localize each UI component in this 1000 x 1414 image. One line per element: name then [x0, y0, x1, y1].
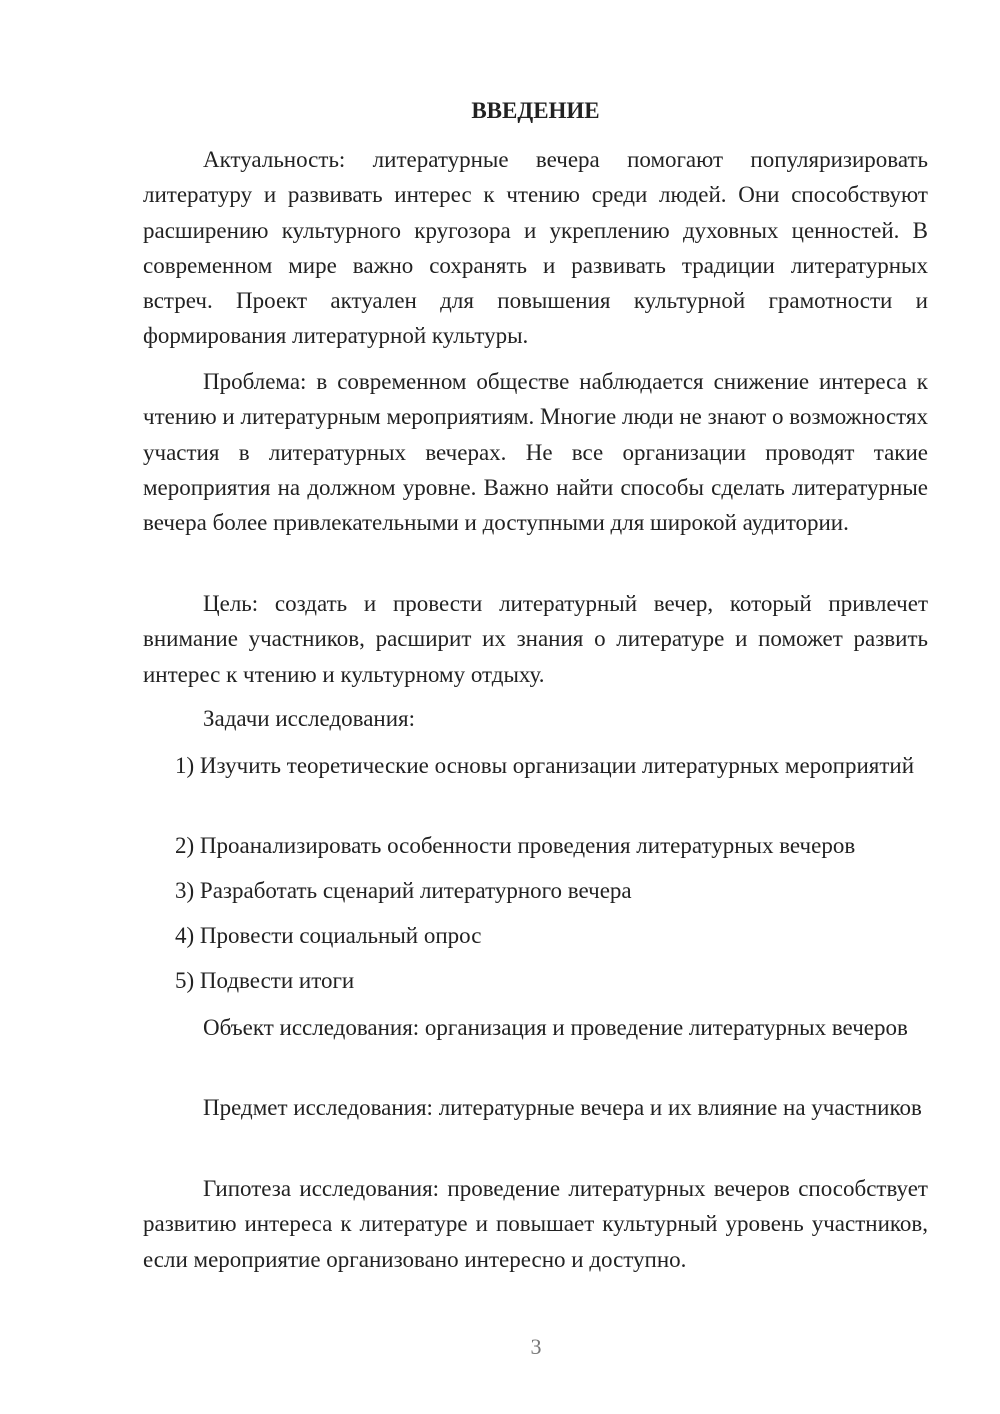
- task-list-item-1: 1) Изучить теоретические основы организации литературных мероприятий: [175, 753, 915, 778]
- task-list-item-3: 3) Разработать сценарий литературного вечера: [175, 878, 632, 903]
- goal-paragraph: Цель: создать и провести литературный вечер, который привлечет внимание участников, расширит их знания о литературе и поможет развить интерес к чтению и культурному отдыху.: [143, 591, 928, 687]
- task-list-item-4: 4) Провести социальный опрос: [175, 923, 482, 948]
- page-number: 3: [530, 1334, 542, 1359]
- subject-paragraph: Предмет исследования: литературные вечера и их влияние на участников: [203, 1095, 922, 1120]
- object-paragraph: Объект исследования: организация и проведение литературных вечеров: [203, 1015, 908, 1040]
- page-title: ВВЕДЕНИЕ: [471, 98, 600, 123]
- tasks-title: Задачи исследования:: [203, 706, 416, 731]
- relevance-paragraph: Актуальность: литературные вечера помогают популяризировать литературу и развивать интерес к чтению среди людей. Они способствуют расширению культурного кругозора и укреплению духовных ценностей. В современном мире важно сохранять и развивать традиции литературных встреч. Проект актуален для повышения культурной грамотности и формирования литературной культуры.: [143, 147, 928, 349]
- task-list-item-5: 5) Подвести итоги: [175, 968, 355, 993]
- task-list-item-2: 2) Проанализировать особенности проведения литературных вечеров: [175, 833, 856, 858]
- problem-paragraph: Проблема: в современном обществе наблюдается снижение интереса к чтению и литературным мероприятиям. Многие люди не знают о возможностях участия в литературных вечерах. Не все организации проводят такие мероприятия на должном уровне. Важно найти способы сделать литературные вечера более привлекательными и доступными для широкой аудитории.: [143, 369, 928, 536]
- hypothesis-paragraph: Гипотеза исследования: проведение литературных вечеров способствует развитию интереса к литературе и повышает культурный уровень участников, если мероприятие организовано интересно и доступно.: [143, 1176, 928, 1272]
